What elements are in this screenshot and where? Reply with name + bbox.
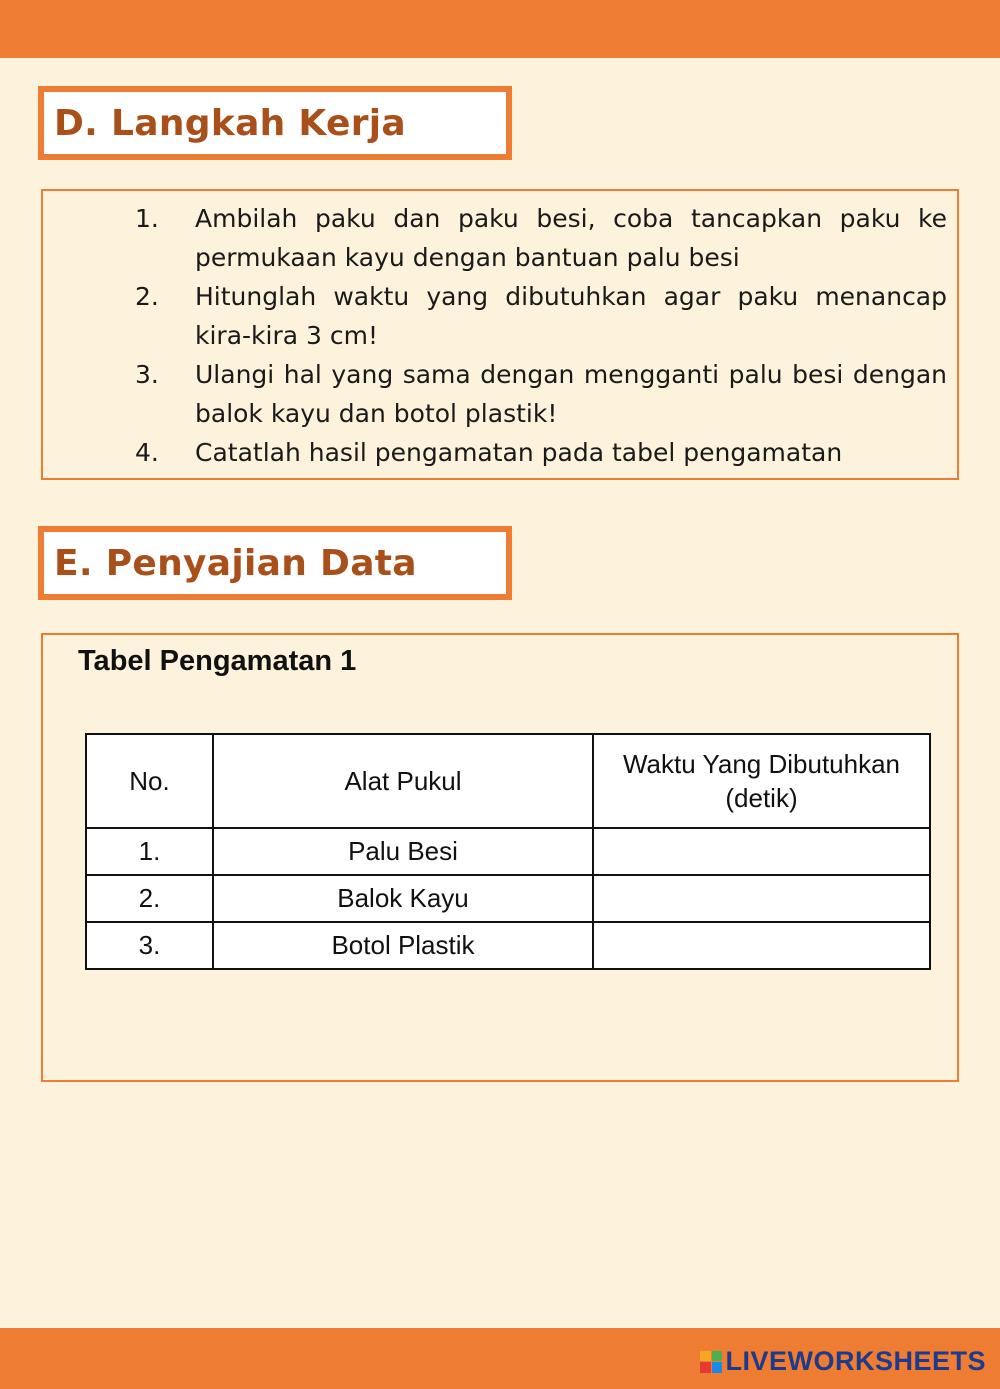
step-text: Ambilah paku dan paku besi, coba tancapkan paku ke permukaan kayu dengan bantuan palu besi — [195, 204, 947, 272]
liveworksheets-logo — [700, 1346, 986, 1377]
logo-grid-icon — [700, 1351, 722, 1373]
section-d-heading — [38, 86, 512, 160]
section-e-heading — [38, 526, 512, 600]
header-no: No. — [86, 734, 213, 828]
table-row — [86, 828, 930, 875]
step-text: Hitunglah waktu yang dibutuhkan agar paku menancap kira-kira 3 cm! — [195, 282, 947, 350]
step-text: Catatlah hasil pengamatan pada tabel pengamatan — [195, 438, 843, 467]
observation-table — [85, 733, 931, 970]
section-d-title: D. Langkah Kerja — [54, 102, 406, 144]
step-item — [43, 355, 957, 433]
header-tool: Alat Pukul — [213, 734, 593, 828]
step-number: 2. — [135, 282, 159, 311]
table-row — [86, 875, 930, 922]
section-e-title: E. Penyajian Data — [54, 542, 417, 584]
brand-text: LIVEWORKSHEETS — [725, 1346, 986, 1376]
step-number: 1. — [135, 204, 159, 233]
step-item — [43, 433, 957, 472]
step-text: Ulangi hal yang sama dengan mengganti palu besi dengan balok kayu dan botol plastik! — [195, 360, 947, 428]
step-item — [43, 199, 957, 277]
cell-no: 2. — [86, 875, 213, 922]
cell-time-input[interactable] — [593, 828, 930, 875]
cell-time-input[interactable] — [593, 922, 930, 969]
cell-no: 1. — [86, 828, 213, 875]
top-band — [0, 0, 1000, 58]
table-header-row — [86, 734, 930, 828]
cell-tool: Palu Besi — [213, 828, 593, 875]
step-number: 3. — [135, 360, 159, 389]
cell-no: 3. — [86, 922, 213, 969]
header-time: Waktu Yang Dibutuhkan (detik) — [593, 734, 930, 828]
table-row — [86, 922, 930, 969]
step-number: 4. — [135, 438, 159, 467]
steps-panel — [41, 189, 959, 480]
cell-time-input[interactable] — [593, 875, 930, 922]
cell-tool: Balok Kayu — [213, 875, 593, 922]
step-item — [43, 277, 957, 355]
cell-tool: Botol Plastik — [213, 922, 593, 969]
steps-list — [43, 199, 957, 472]
data-panel — [41, 633, 959, 1082]
table-title: Tabel Pengamatan 1 — [78, 645, 357, 677]
